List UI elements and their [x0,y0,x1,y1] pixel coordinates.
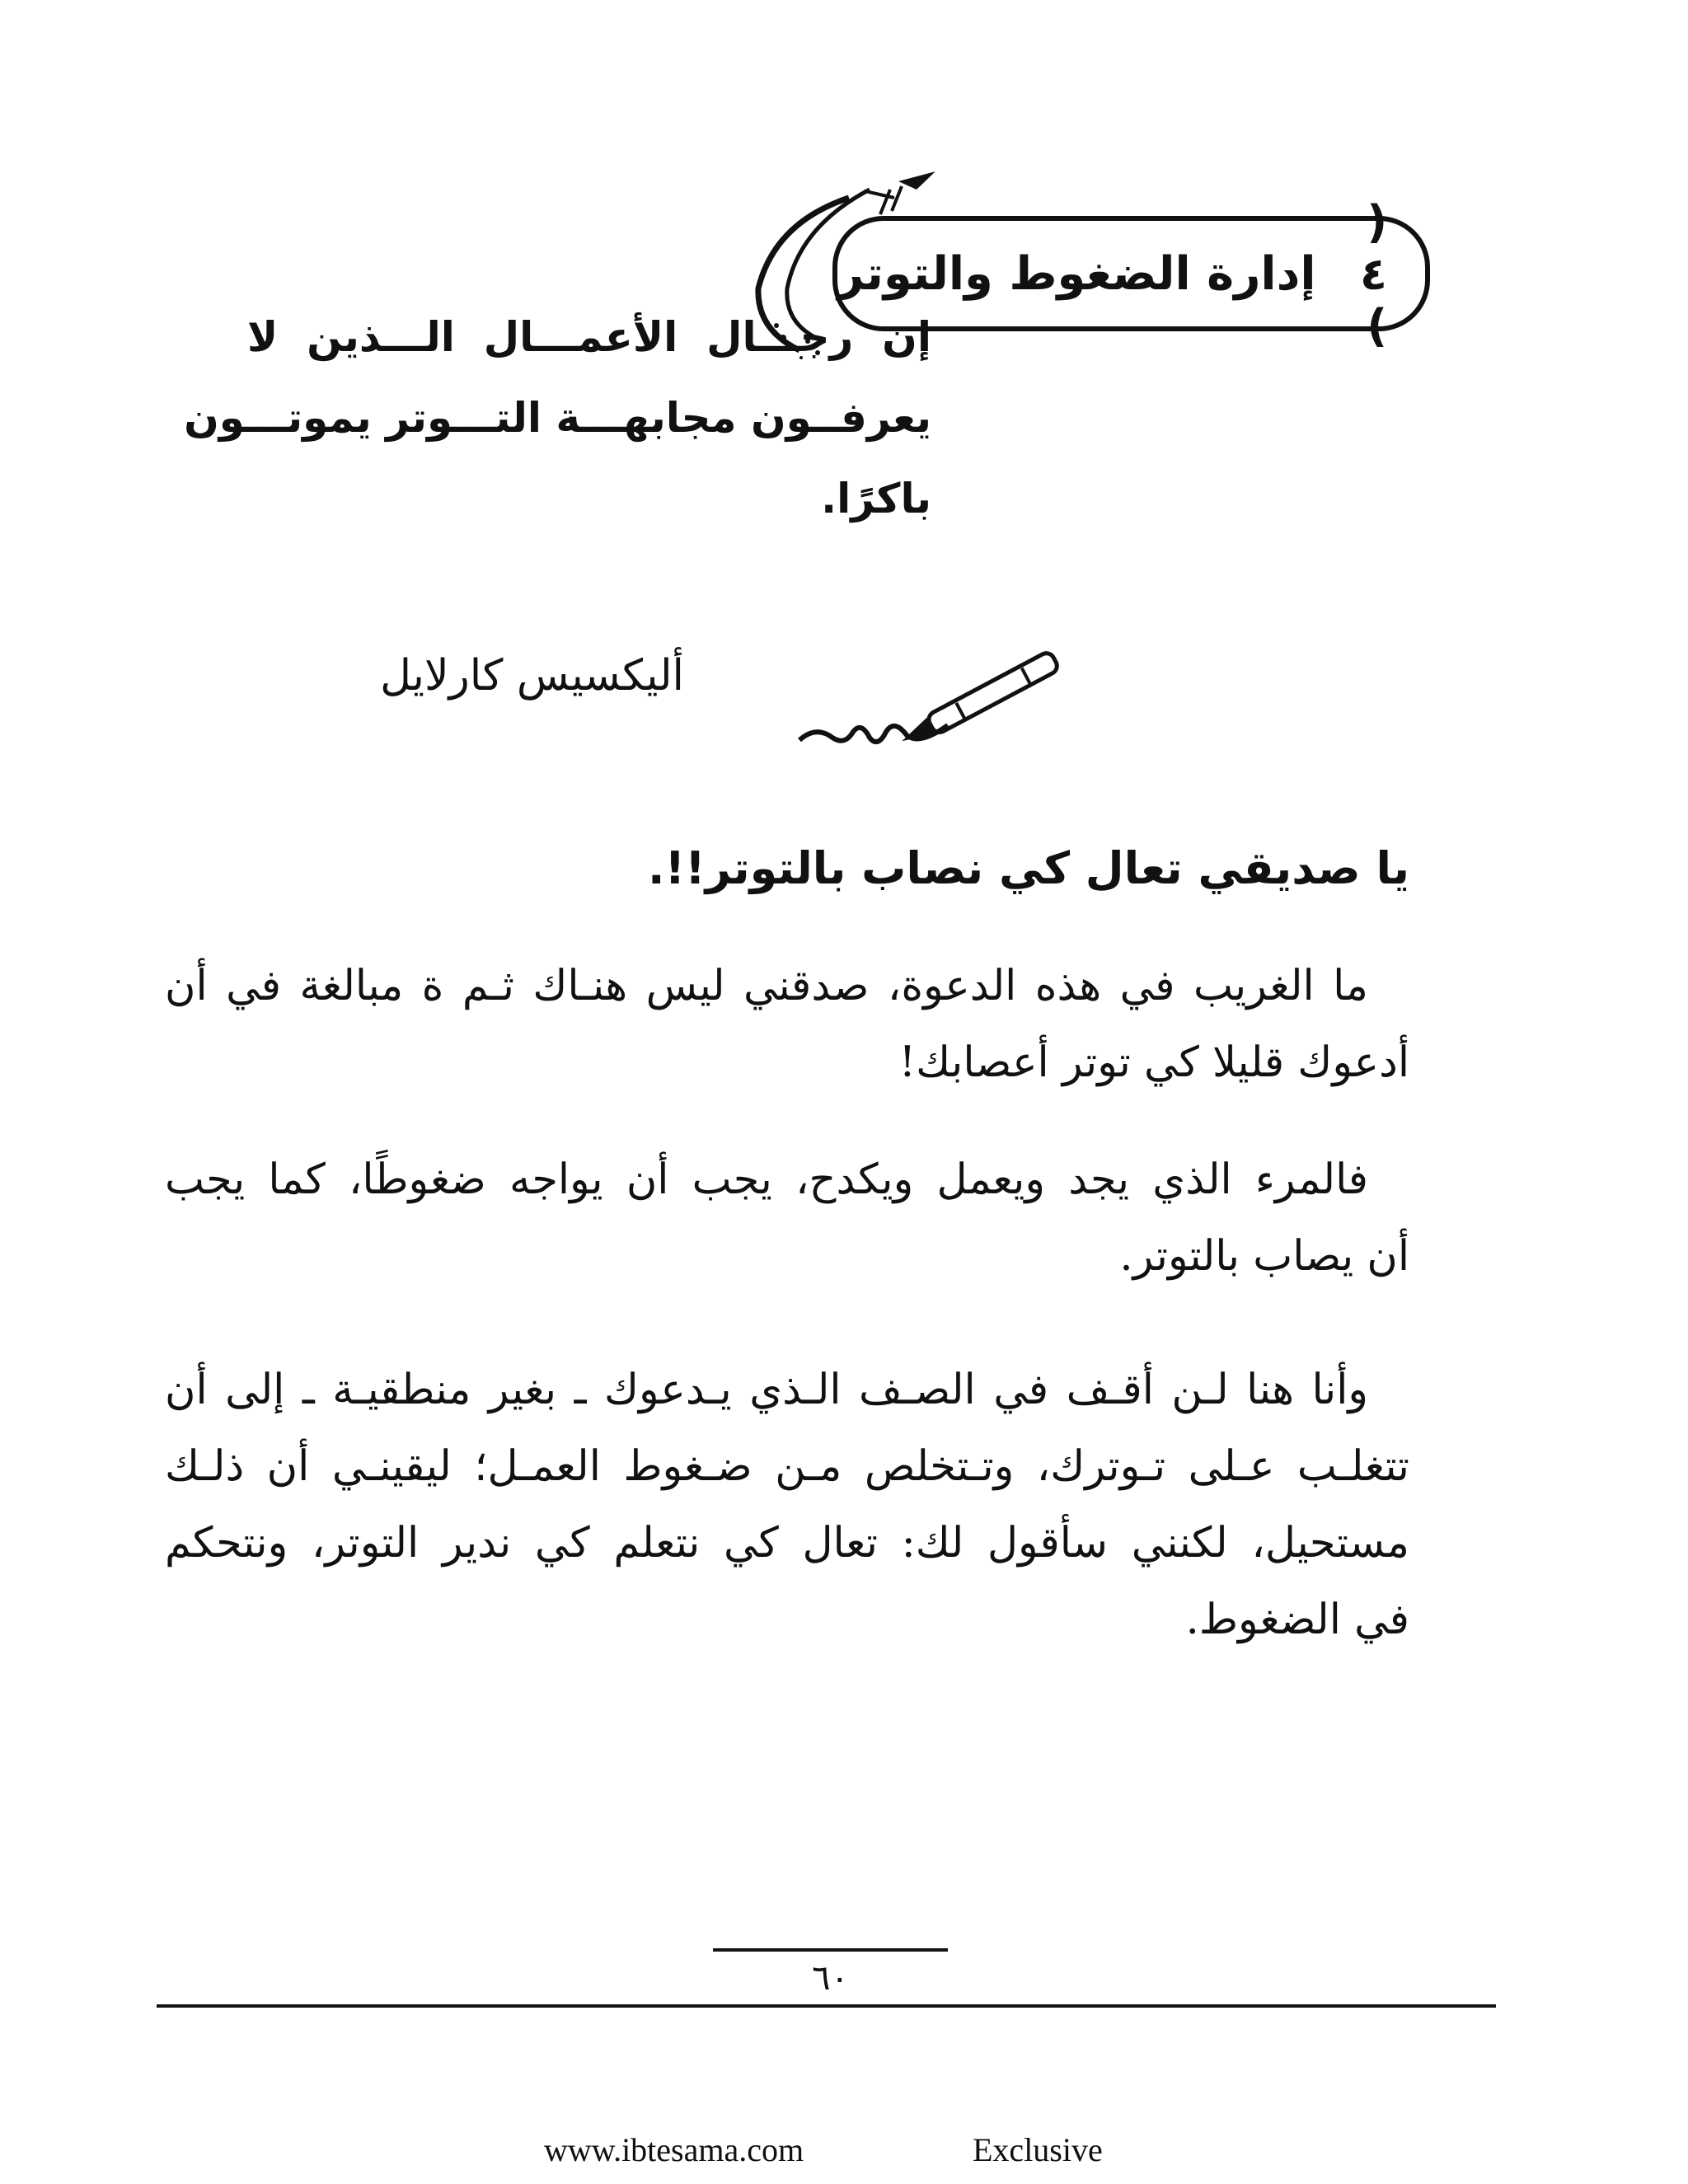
paragraph-line: أدعوك قليلا كي توتر أعصابك! [898,1038,1409,1087]
paragraph [165,948,1409,1101]
paragraph-line: تتغلـب عـلى تـوترك، وتـتخلص مـن ضـغوط العمـل؛ ليقينـي أن ذلـك [165,1442,1409,1491]
page-number-rule [713,1948,948,1952]
chapter-number: ( ٤ ) [1360,195,1387,352]
paragraph-line: فالمرء الذي يجد ويعمل ويكدح، يجب أن يواجه ضغوطًا، كما يجب [165,1155,1368,1204]
section-heading: يا صديقي تعال كي نصاب بالتوتر!!. [647,842,1409,894]
paragraph [165,1352,1409,1658]
epigraph-line: إن رجـــال الأعمـــال الـــذين لا [247,313,931,361]
epigraph-quote [184,297,931,539]
footer-website[interactable]: www.ibtesama.com [544,2131,804,2168]
page-number: ٦٠ [811,1957,850,1998]
paragraph-line: أن يصاب بالتوتر. [1119,1232,1409,1281]
chapter-title: إدارة الضغوط والتوتر [837,246,1316,301]
paragraph-line: مستحيل، لكنني سأقول لك: تعال كي نتعلم كي ندير التوتر، ونتحكم [165,1519,1409,1568]
paragraph-line: ما الغريب في هذه الدعوة، صدقني ليس هنـاك ثـم ة مبالغة في أن [165,962,1368,1010]
epigraph-line: باكرًا. [821,475,931,523]
fountain-pen-icon [783,635,1096,758]
epigraph-author: أليكسيس كارلايل [380,651,684,701]
paragraph-line: وأنا هنا لـن أقـف في الصـف الـذي يـدعوك ـ بغير منطقيـة ـ إلى أن [165,1366,1368,1414]
paragraph-line: في الضغوط. [1185,1596,1409,1644]
paragraph [165,1141,1409,1295]
epigraph-line: يعرفــون مجابهـــة التـــوتر يموتـــون [184,394,931,442]
footer-tag: Exclusive [973,2131,1103,2168]
footer-divider [157,2004,1496,2008]
